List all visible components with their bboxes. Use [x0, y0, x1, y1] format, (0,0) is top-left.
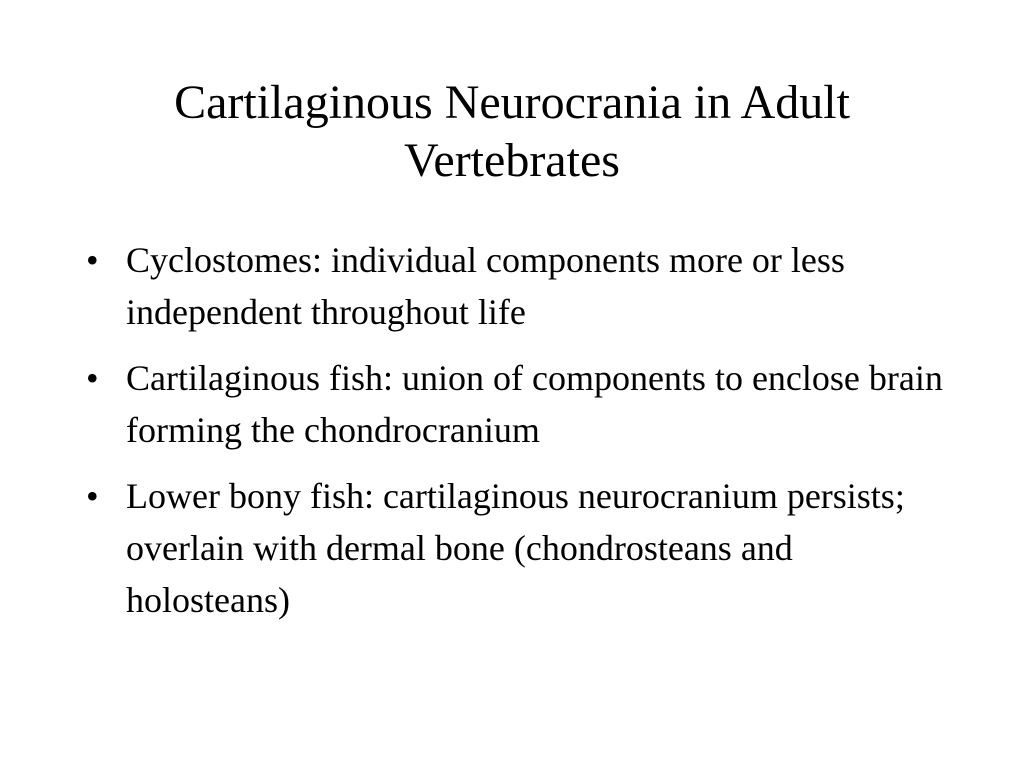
bullet-text: Cartilaginous fish: union of components to enclose brain forming the chondrocranium	[126, 358, 943, 450]
bullet-item-cyclostomes	[86, 234, 956, 338]
bullet-item-lower-bony-fish	[86, 470, 956, 626]
bullet-item-cartilaginous-fish	[86, 352, 956, 456]
bullet-list	[86, 234, 956, 640]
bullet-text: Lower bony fish: cartilaginous neurocranium persists; overlain with dermal bone (chondrosteans and holosteans)	[126, 476, 905, 620]
bullet-icon: •	[86, 358, 99, 398]
bullet-icon: •	[86, 476, 99, 516]
bullet-icon: •	[86, 240, 99, 280]
slide-title: Cartilaginous Neurocrania in Adult Vertebrates	[174, 76, 850, 187]
bullet-text: Cyclostomes: individual components more or less independent throughout life	[126, 240, 845, 332]
